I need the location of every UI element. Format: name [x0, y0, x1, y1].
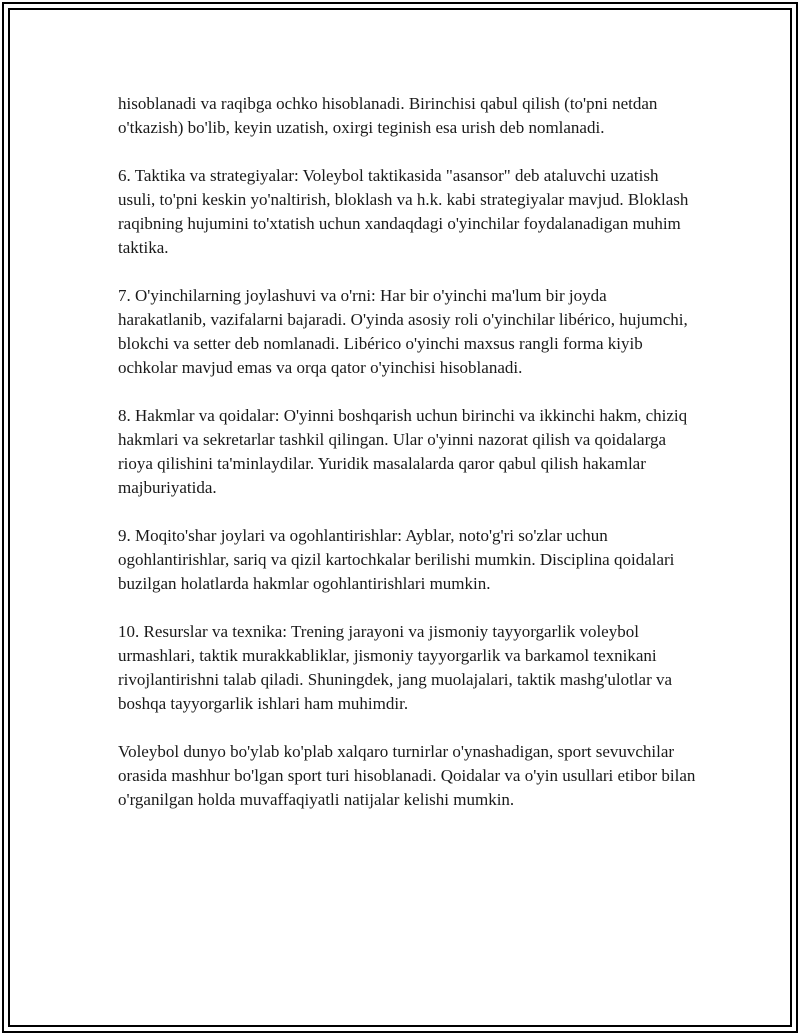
paragraph-referees: 8. Hakmlar va qoidalar: O'yinni boshqarish uchun birinchi va ikkinchi hakm, chiziq hakmlari va sekretarlar tashkil qilingan. Ular o'yinni nazorat qilish va qoidalarga rioya qilishini ta'minlaydilar. Yuridik masalalarda qaror qabul qilish hakamlar majburiyatida.: [118, 406, 688, 497]
paragraph-tactics: 6. Taktika va strategiyalar: Voleybol taktikasida "asansor" deb ataluvchi uzatish usuli, to'pni keskin yo'naltirish, bloklash va h.k. kabi strategiyalar mavjud. Bloklash raqibning hujumini to'xtatish uchun xandaqdagi o'yinchilar foydalanadigan muhim taktika.: [118, 166, 689, 257]
paragraph-player-positions: 7. O'yinchilarning joylashuvi va o'rni: Har bir o'yinchi ma'lum bir joyda harakatlanib, vazifalarni bajaradi. O'yinda asosiy roli o'yinchilar libérico, hujumchi, blokchi va setter deb nomlanadi. Libérico o'yinchi maxsus rangli forma kiyib ochkolar mavjud emas va orqa qator o'yinchisi hisoblanadi.: [118, 286, 688, 377]
paragraph-continuation: hisoblanadi va raqibga ochko hisoblanadi. Birinchisi qabul qilish (to'pni netdan o'tkazish) bo'lib, keyin uzatish, oxirgi teginish esa urish deb nomlanadi.: [118, 94, 658, 137]
document-body: [118, 92, 698, 836]
paragraph-resources: 10. Resurslar va texnika: Trening jarayoni va jismoniy tayyorgarlik voleybol urmashlari, taktik murakkabliklar, jismoniy tayyorgarlik va barkamol texnikani rivojlantirishni talab qiladi. Shuningdek, jang muolajalari, taktik mashg'ulotlar va boshqa tayyorgarlik ishlari ham muhimdir.: [118, 622, 673, 713]
paragraph-warnings: 9. Moqito'shar joylari va ogohlantirishlar: Ayblar, noto'g'ri so'zlar uchun ogohlantirishlar, sariq va qizil kartochkalar berilishi mumkin. Disciplina qoidalari buzilgan holatlarda hakmlar ogohlantirishlari mumkin.: [118, 526, 675, 593]
paragraph-conclusion: Voleybol dunyo bo'ylab ko'plab xalqaro turnirlar o'ynashadigan, sport sevuvchilar orasida mashhur bo'lgan sport turi hisoblanadi. Qoidalar va o'yin usullari etibor bilan o'rganilgan holda muvaffaqiyatli natijalar kelishi mumkin.: [118, 742, 696, 809]
